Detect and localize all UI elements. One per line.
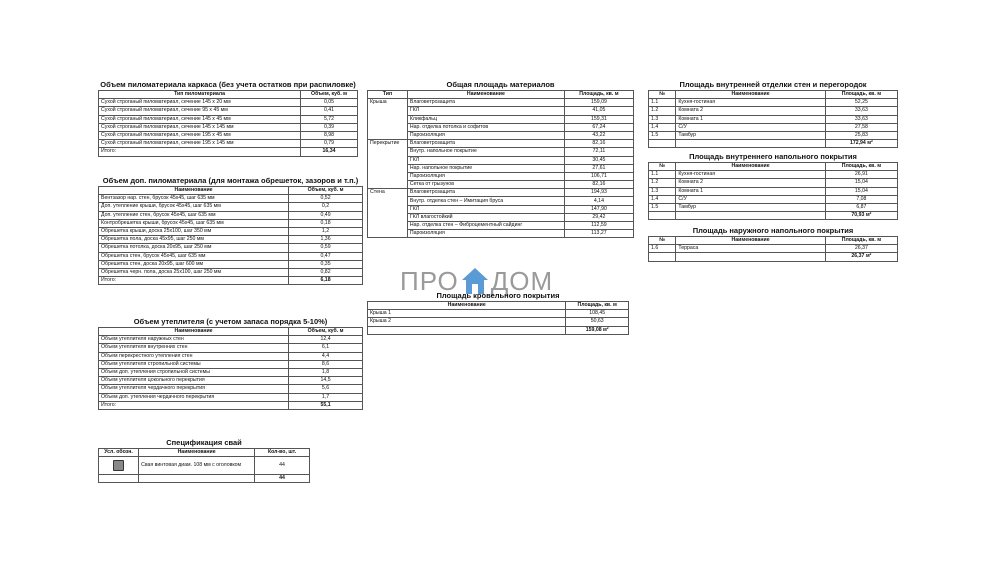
table-row [99, 352, 363, 360]
item-value: 4,14 [564, 197, 633, 205]
item-name: Объем утеплителя цокольного перекрытия [99, 377, 289, 385]
item-number: 1.4 [649, 195, 676, 203]
table-row [649, 179, 898, 187]
item-name: Комната 2 [676, 107, 825, 115]
frame-lumber-block [98, 80, 358, 157]
table-row [99, 211, 363, 219]
item-name: Объем утеплителя внутренних стен [99, 344, 289, 352]
table-total-row [368, 326, 629, 334]
table-row [99, 107, 358, 115]
column-header: Площадь, кв. м [825, 91, 897, 99]
extra-lumber-table [98, 186, 363, 285]
empty-cell [139, 475, 255, 483]
item-name: Влаговетрозащита [407, 140, 564, 148]
outer-floor-table [648, 236, 898, 262]
item-number: 1.2 [649, 107, 676, 115]
table-row [649, 99, 898, 107]
table-row [99, 344, 363, 352]
item-value: 0,2 [289, 203, 363, 211]
item-value: 0,35 [289, 260, 363, 268]
item-name: ГКЛ [407, 156, 564, 164]
item-name: Комната 1 [676, 187, 825, 195]
empty-cell [676, 140, 825, 148]
item-name: Нар. напольное покрытие [407, 164, 564, 172]
item-value: 1,7 [289, 393, 363, 401]
table-row [368, 107, 634, 115]
item-name: Кухня-гостиная [676, 99, 825, 107]
total-value: 55,1 [289, 401, 363, 409]
column-header: № [649, 237, 676, 245]
table-row [99, 252, 363, 260]
empty-cell [676, 212, 825, 220]
table-row [99, 244, 363, 252]
item-name: Внутр. напольное покрытие [407, 148, 564, 156]
table-total-row [649, 212, 898, 220]
roof-covering-title: Площадь кровельного покрытия [436, 291, 560, 300]
table-row [99, 227, 363, 235]
item-value: 0,52 [289, 195, 363, 203]
table-total-row [99, 148, 358, 156]
item-value: 5,72 [301, 115, 358, 123]
item-number: 1.1 [649, 99, 676, 107]
empty-cell [649, 253, 676, 261]
table-header-row [99, 91, 358, 99]
table-row [99, 260, 363, 268]
item-value: 15,04 [825, 179, 897, 187]
material-type: Крыша [368, 99, 408, 140]
item-name: Внутр. отделка стен – Имитация бруса [407, 197, 564, 205]
item-value: 67,24 [564, 123, 633, 131]
item-name: Контробрешетка крыши, брусок 45х45, шаг 635 мм [99, 219, 289, 227]
table-row [368, 123, 634, 131]
column-header: Наименование [139, 449, 255, 457]
table-row [368, 99, 634, 107]
item-name: Крыша 2 [368, 318, 566, 326]
table-header-row [99, 449, 310, 457]
table-row [99, 236, 363, 244]
item-value: 6,87 [825, 203, 897, 211]
inner-floor-block [648, 152, 898, 220]
pile-symbol-cell [99, 457, 139, 475]
item-value: 194,93 [564, 189, 633, 197]
item-value: 8,98 [301, 131, 358, 139]
item-number: 1.4 [649, 123, 676, 131]
outer-floor-block [648, 226, 898, 262]
table-row [368, 318, 629, 326]
item-name: Обрешетка крыши, доска 25х100, шаг 350 мм [99, 227, 289, 235]
table-row [368, 230, 634, 238]
insulation-table [98, 327, 363, 410]
table-total-row [99, 277, 363, 285]
item-value: 33,63 [825, 115, 897, 123]
item-value: 0,49 [289, 211, 363, 219]
total-value: 70,93 м² [825, 212, 897, 220]
logo-text-right: ДОМ [490, 266, 554, 296]
item-number: 1.1 [649, 171, 676, 179]
item-name: С/У [676, 195, 825, 203]
item-name: Обрешетка пола, доска 45х95, шаг 250 мм [99, 236, 289, 244]
item-name: Объем доп. утепления чердачного перекрытия [99, 393, 289, 401]
item-name: Крыша 1 [368, 310, 566, 318]
insulation-block [98, 317, 363, 410]
table-row [99, 385, 363, 393]
table-row [649, 187, 898, 195]
item-value: 82,16 [564, 181, 633, 189]
total-value: 172,94 м² [825, 140, 897, 148]
item-value: 147,90 [564, 205, 633, 213]
extra-lumber-title: Объем доп. пиломатериала (для монтажа обрешеток, зазоров и т.п.) [102, 176, 359, 185]
table-row [99, 131, 358, 139]
pile-name: Свая винтовая диам. 108 мм с оголовком [139, 457, 255, 475]
item-name: Доп. утепление крыши, брусок 45х45, шаг 635 мм [99, 203, 289, 211]
item-value: 29,42 [564, 213, 633, 221]
table-header-row [649, 91, 898, 99]
empty-cell [368, 326, 566, 334]
item-name: Обрешетка стен, брусок 45х45, шаг 635 мм [99, 252, 289, 260]
column-header: Тип пиломатериала [99, 91, 301, 99]
item-value: 14,5 [289, 377, 363, 385]
table-header-row [99, 328, 363, 336]
column-header: Усл. обозн. [99, 449, 139, 457]
inner-floor-table [648, 162, 898, 220]
inner-walls-title: Площадь внутренней отделки стен и перегородок [679, 80, 867, 89]
item-value: 159,09 [564, 99, 633, 107]
item-name: Объем утеплителя наружных стен [99, 336, 289, 344]
item-number: 1.3 [649, 115, 676, 123]
column-header: Наименование [99, 187, 289, 195]
inner-walls-block [648, 80, 898, 148]
table-header-row [649, 237, 898, 245]
table-header-row [368, 302, 629, 310]
column-header: Наименование [407, 91, 564, 99]
table-row [99, 368, 363, 376]
materials-table [367, 90, 634, 238]
table-header-row [368, 91, 634, 99]
item-name: Вентзазор нар. стен, брусок 45х45, шаг 635 мм [99, 195, 289, 203]
table-row [99, 99, 358, 107]
item-name: Сухой строганый пиломатериал, сечение 145 х 145 мм [99, 123, 301, 131]
item-name: Обрешетка потолка, доска 20х95, шаг 250 мм [99, 244, 289, 252]
table-row [649, 115, 898, 123]
item-name: Терраса [676, 245, 825, 253]
table-row [368, 164, 634, 172]
piles-table [98, 448, 310, 483]
table-row [649, 245, 898, 253]
item-name: Комната 1 [676, 115, 825, 123]
empty-cell [649, 212, 676, 220]
item-name: Тамбур [676, 131, 825, 139]
item-value: 82,16 [564, 140, 633, 148]
table-total-row [99, 401, 363, 409]
table-row [99, 336, 363, 344]
item-value: 0,79 [301, 140, 358, 148]
table-row [649, 203, 898, 211]
pile-total: 44 [255, 475, 310, 483]
table-row [368, 189, 634, 197]
materials-title: Общая площадь материалов [446, 80, 555, 89]
item-value: 52,25 [825, 99, 897, 107]
table-row [368, 131, 634, 139]
table-row [368, 197, 634, 205]
pile-count: 44 [255, 457, 310, 475]
column-header: Площадь, кв. м [825, 237, 897, 245]
item-value: 26,91 [825, 171, 897, 179]
table-row [368, 181, 634, 189]
item-value: 25,83 [825, 131, 897, 139]
item-value: 72,11 [564, 148, 633, 156]
column-header: Наименование [99, 328, 289, 336]
roof-covering-table [367, 301, 629, 335]
item-name: ГКЛ [407, 205, 564, 213]
column-header: № [649, 163, 676, 171]
item-name: Обрешетка стен, доска 20х95, шаг 600 мм [99, 260, 289, 268]
table-row [368, 172, 634, 180]
extra-lumber-block [98, 176, 363, 285]
item-name: Тамбур [676, 203, 825, 211]
item-name: Кухня-гостиная [676, 171, 825, 179]
table-row [649, 171, 898, 179]
item-value: 50,63 [566, 318, 629, 326]
item-value: 4,4 [289, 352, 363, 360]
outer-floor-title: Площадь наружного напольного покрытия [692, 226, 854, 235]
total-label: Итого: [99, 148, 301, 156]
empty-cell [649, 140, 676, 148]
item-number: 1.6 [649, 245, 676, 253]
inner-floor-title: Площадь внутреннего напольного покрытия [689, 152, 857, 161]
item-value: 15,04 [825, 187, 897, 195]
item-number: 1.3 [649, 187, 676, 195]
item-name: С/У [676, 123, 825, 131]
table-row [99, 123, 358, 131]
item-value: 5,6 [289, 385, 363, 393]
table-row [368, 156, 634, 164]
item-name: Пароизоляция [407, 172, 564, 180]
total-value: 16,34 [301, 148, 358, 156]
item-value: 43,22 [564, 131, 633, 139]
total-label: Итого: [99, 277, 289, 285]
table-row [368, 222, 634, 230]
column-header: Наименование [368, 302, 566, 310]
item-name: Объем перекрестного утепления стен [99, 352, 289, 360]
table-row [649, 107, 898, 115]
column-header: Объем, куб. м [289, 187, 363, 195]
item-value: 0,47 [289, 252, 363, 260]
item-name: Сухой строганый пиломатериал, сечение 145 х 20 мм [99, 99, 301, 107]
item-value: 27,58 [825, 123, 897, 131]
inner-walls-table [648, 90, 898, 148]
material-type: Стена [368, 189, 408, 238]
frame-lumber-title: Объем пиломатериала каркаса (без учета остатков при распиловке) [100, 80, 356, 89]
item-value: 108,45 [566, 310, 629, 318]
item-name: Влаговетрозащита [407, 99, 564, 107]
table-total-row [649, 140, 898, 148]
table-row [99, 195, 363, 203]
item-name: Объем утеплителя стропильной системы [99, 360, 289, 368]
item-value: 1,2 [289, 227, 363, 235]
item-name: Сетка от грызунов [407, 181, 564, 189]
logo-text-left: ПРО [400, 266, 459, 296]
item-name: Пароизоляция [407, 230, 564, 238]
item-value: 106,71 [564, 172, 633, 180]
total-value: 26,37 м² [825, 253, 897, 261]
column-header: Площадь, кв. м [825, 163, 897, 171]
item-name: Комната 2 [676, 179, 825, 187]
table-row [99, 115, 358, 123]
screw-pile-icon [113, 460, 124, 471]
item-value: 7,08 [825, 195, 897, 203]
table-row [649, 195, 898, 203]
table-row [649, 131, 898, 139]
table-row [99, 393, 363, 401]
column-header: Наименование [676, 163, 825, 171]
item-value: 0,82 [289, 268, 363, 276]
item-value: 6,1 [289, 344, 363, 352]
item-name: ГКЛ влагостойкий [407, 213, 564, 221]
material-type: Перекрытие [368, 140, 408, 189]
roof-covering-block [367, 291, 629, 335]
item-value: 27,61 [564, 164, 633, 172]
table-row [368, 310, 629, 318]
insulation-title: Объем утеплителя (с учетом запаса порядка 5-10%) [133, 317, 328, 326]
item-name: Сухой строганый пиломатериал, сечение 195 х 45 мм [99, 131, 301, 139]
item-value: 0,39 [301, 123, 358, 131]
table-row [99, 203, 363, 211]
item-name: Объем утеплителя чердачного перекрытия [99, 385, 289, 393]
item-value: 1,8 [289, 368, 363, 376]
item-value: 112,59 [564, 222, 633, 230]
table-row [99, 377, 363, 385]
item-name: Объем доп. утепления стропильной системы [99, 368, 289, 376]
item-name: Обрешетка черн. пола, доска 25х100, шаг 250 мм [99, 268, 289, 276]
empty-cell [99, 475, 139, 483]
piles-title: Спецификация свай [166, 438, 242, 447]
column-header: Наименование [676, 237, 825, 245]
table-row [99, 219, 363, 227]
item-value: 26,37 [825, 245, 897, 253]
table-row [368, 213, 634, 221]
item-name: Влаговетрозащита [407, 189, 564, 197]
item-value: 0,05 [301, 99, 358, 107]
frame-lumber-table [98, 90, 358, 157]
item-value: 12,4 [289, 336, 363, 344]
table-row [99, 360, 363, 368]
total-label: Итого: [99, 401, 289, 409]
item-value: 159,31 [564, 115, 633, 123]
item-value: 0,59 [289, 244, 363, 252]
column-header: № [649, 91, 676, 99]
table-row [368, 205, 634, 213]
table-row [99, 268, 363, 276]
column-header: Площадь, кв. м [564, 91, 633, 99]
item-name: Доп. утепление стен, брусок 45х45, шаг 635 мм [99, 211, 289, 219]
item-name: ГКЛ [407, 107, 564, 115]
total-value: 159,08 м² [566, 326, 629, 334]
item-value: 8,6 [289, 360, 363, 368]
materials-block [367, 80, 634, 238]
table-total-row [649, 253, 898, 261]
column-header: Тип [368, 91, 408, 99]
item-name: Нар. отделка стен – Фиброцементный сайдинг [407, 222, 564, 230]
item-name: Кликфальц [407, 115, 564, 123]
item-name: Сухой строганый пиломатериал, сечение 195 х 145 мм [99, 140, 301, 148]
item-value: 0,18 [289, 219, 363, 227]
item-number: 1.5 [649, 131, 676, 139]
item-name: Сухой строганый пиломатериал, сечение 95 х 45 мм [99, 107, 301, 115]
table-row [368, 140, 634, 148]
item-number: 1.2 [649, 179, 676, 187]
table-row [368, 115, 634, 123]
empty-cell [676, 253, 825, 261]
item-name: Нар. отделка потолка и софитов [407, 123, 564, 131]
item-value: 30,45 [564, 156, 633, 164]
item-number: 1.5 [649, 203, 676, 211]
column-header: Объем, куб. м [301, 91, 358, 99]
table-header-row [649, 163, 898, 171]
total-value: 6,18 [289, 277, 363, 285]
table-row [99, 140, 358, 148]
column-header: Наименование [676, 91, 825, 99]
item-value: 41,05 [564, 107, 633, 115]
column-header: Площадь, кв. м [566, 302, 629, 310]
piles-block [98, 438, 310, 483]
table-header-row [99, 187, 363, 195]
table-row [99, 457, 310, 475]
item-value: 113,27 [564, 230, 633, 238]
table-row [649, 123, 898, 131]
column-header: Объем, куб. м [289, 328, 363, 336]
item-value: 0,41 [301, 107, 358, 115]
item-name: Пароизоляция [407, 131, 564, 139]
item-value: 1,36 [289, 236, 363, 244]
item-name: Сухой строганый пиломатериал, сечение 145 х 45 мм [99, 115, 301, 123]
item-value: 33,63 [825, 107, 897, 115]
column-header: Кол-во, шт. [255, 449, 310, 457]
table-row [368, 148, 634, 156]
table-total-row [99, 475, 310, 483]
